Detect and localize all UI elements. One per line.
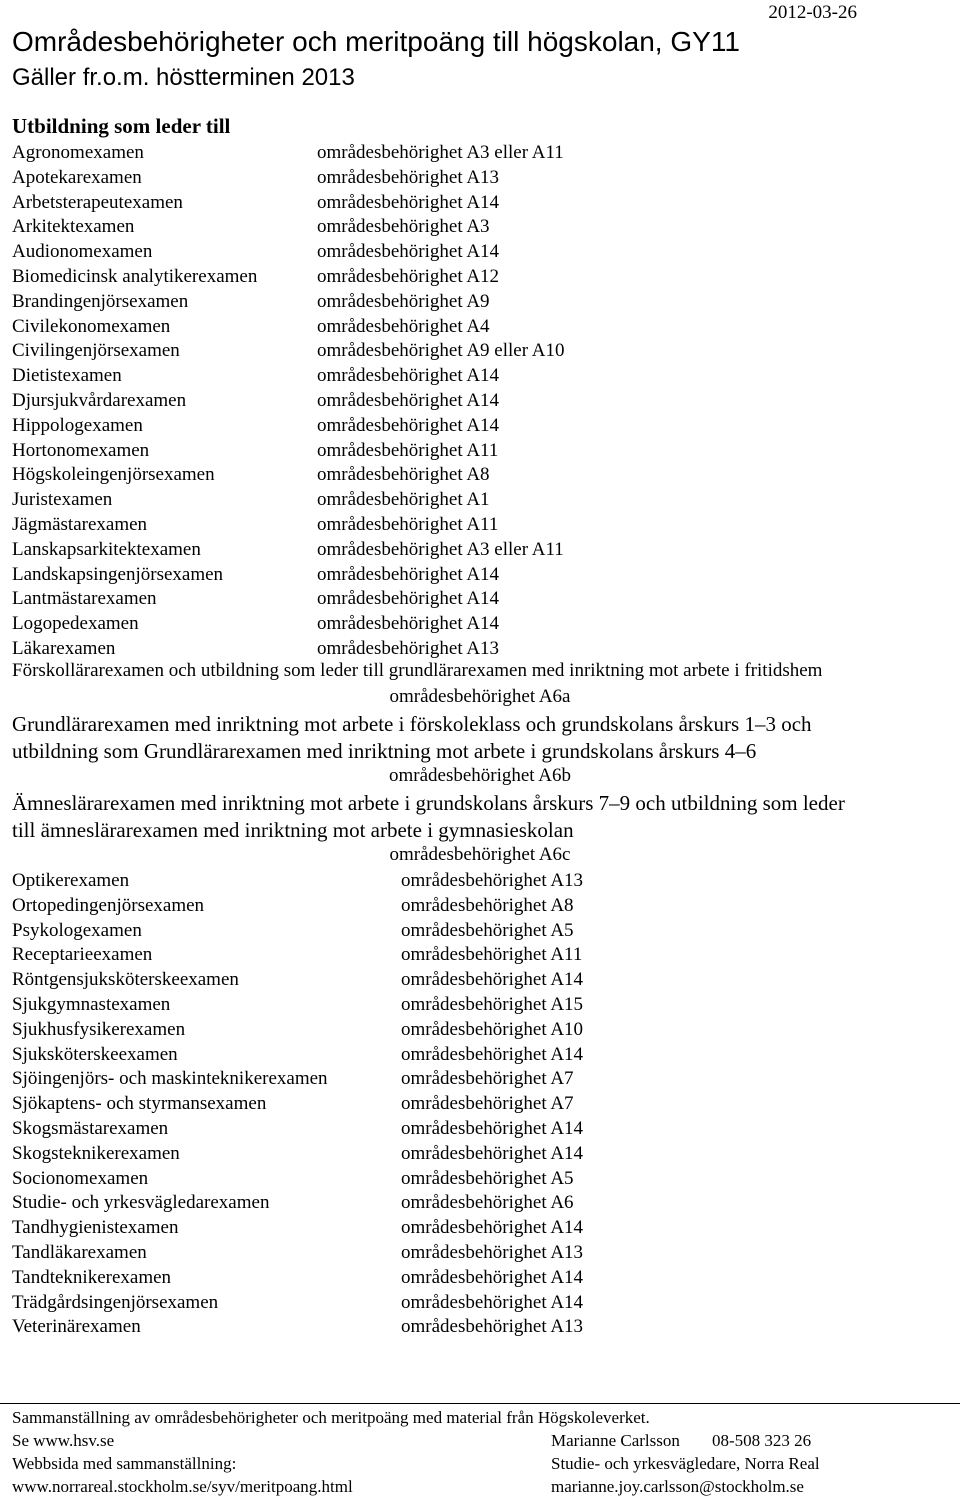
- footer-url-link[interactable]: www.norrareal.stockholm.se/syv/meritpoang.html: [12, 1477, 353, 1496]
- degree-name: Högskoleingenjörsexamen: [12, 464, 215, 486]
- degree-requirement: områdesbehörighet A14: [317, 241, 500, 263]
- degree-requirement: områdesbehörighet A12: [317, 266, 500, 287]
- degree-requirement: områdesbehörighet A11: [317, 439, 499, 461]
- amneslarare-line-2: till ämneslärarexamen med inriktning mot arbete i gymnasieskolan: [12, 818, 574, 842]
- degree-name: Sjukhusfysikerexamen: [12, 1018, 186, 1040]
- degree-name: Arbetsterapeutexamen: [12, 191, 183, 213]
- degree-name: Juristexamen: [12, 489, 113, 511]
- degree-requirement: områdesbehörighet A13: [401, 870, 584, 891]
- degree-requirement: områdesbehörighet A4: [317, 315, 490, 337]
- degree-name: Lanskapsarkitektexamen: [12, 538, 201, 560]
- degree-requirement: områdesbehörighet A7: [401, 1068, 574, 1090]
- degree-requirement: områdesbehörighet A9 eller A10: [317, 340, 565, 362]
- footer-author-name: Marianne Carlsson: [551, 1431, 680, 1450]
- degree-name: Lantmästarexamen: [12, 588, 157, 610]
- grundlarare-line-1: Grundlärarexamen med inriktning mot arbete i förskoleklass och grundskolans årskurs 1–3 och: [12, 712, 812, 736]
- degree-requirement: områdesbehörighet A7: [401, 1093, 574, 1115]
- degree-name: Tandhygienistexamen: [12, 1217, 179, 1239]
- degree-requirement: områdesbehörighet A14: [401, 969, 584, 991]
- grundlarare-requirement: områdesbehörighet A6b: [388, 765, 572, 786]
- degree-requirement: områdesbehörighet A8: [317, 464, 490, 486]
- degree-requirement: områdesbehörighet A1: [317, 489, 490, 511]
- degree-name: Civilingenjörsexamen: [12, 340, 180, 362]
- degree-name: Veterinärexamen: [12, 1316, 141, 1338]
- degree-requirement: områdesbehörighet A14: [317, 613, 500, 635]
- footer: [0, 1403, 960, 1496]
- degree-name: Audionomexamen: [12, 241, 153, 263]
- degree-name: Arkitektexamen: [12, 216, 135, 238]
- degree-name: Dietistexamen: [12, 365, 122, 387]
- degree-name: Optikerexamen: [12, 870, 130, 891]
- amneslarare-requirement: områdesbehörighet A6c: [389, 844, 571, 865]
- page-title: Områdesbehörigheter och meritpoäng till högskolan, GY11: [12, 26, 740, 57]
- degree-name: Ortopedingenjörsexamen: [12, 894, 205, 916]
- degree-requirement: områdesbehörighet A11: [401, 944, 583, 966]
- degree-requirement: områdesbehörighet A14: [401, 1043, 584, 1065]
- degree-requirement: områdesbehörighet A8: [401, 894, 574, 916]
- degree-requirement: områdesbehörighet A6: [401, 1192, 574, 1214]
- degree-requirement: områdesbehörighet A15: [401, 994, 584, 1015]
- degree-name: Civilekonomexamen: [12, 315, 171, 337]
- degree-name: Hippologexamen: [12, 414, 143, 436]
- degree-name: Brandingenjörsexamen: [12, 290, 189, 312]
- degree-requirement: områdesbehörighet A14: [401, 1142, 584, 1164]
- degree-name: Tandläkarexamen: [12, 1242, 147, 1263]
- footer-author-phone: 08-508 323 26: [712, 1431, 812, 1450]
- degree-name: Psykologexamen: [12, 919, 142, 941]
- amneslarare-line-1: Ämneslärarexamen med inriktning mot arbete i grundskolans årskurs 7–9 och utbildning som leder: [12, 791, 845, 815]
- degree-requirement: områdesbehörighet A14: [401, 1118, 584, 1139]
- degree-requirement: områdesbehörighet A11: [317, 514, 499, 535]
- degree-name: Agronomexamen: [12, 142, 144, 163]
- degree-name: Djursjukvårdarexamen: [12, 390, 187, 411]
- degree-name: Sjukgymnastexamen: [12, 994, 171, 1015]
- degree-requirement: områdesbehörighet A14: [401, 1217, 584, 1239]
- degree-requirement: områdesbehörighet A14: [401, 1266, 584, 1288]
- degree-name: Sjuksköterskeexamen: [12, 1043, 178, 1065]
- degree-requirement: områdesbehörighet A3 eller A11: [317, 142, 564, 163]
- degree-requirement: områdesbehörighet A13: [401, 1242, 584, 1263]
- degree-name: Sjöingenjörs- och maskinteknikerexamen: [12, 1068, 328, 1090]
- footer-webpage-label: Webbsida med sammanställning:: [12, 1454, 237, 1473]
- degree-name: Läkarexamen: [12, 638, 116, 659]
- degree-name: Jägmästarexamen: [12, 514, 148, 535]
- footer-see-link[interactable]: Se www.hsv.se: [12, 1431, 115, 1450]
- degree-requirement: områdesbehörighet A10: [401, 1018, 584, 1040]
- degree-name: Socionomexamen: [12, 1167, 149, 1189]
- forskola-text: Förskollärarexamen och utbildning som leder till grundlärarexamen med inriktning mot arbete i fritidshem: [12, 660, 823, 681]
- degree-name: Receptarieexamen: [12, 944, 153, 966]
- footer-author-email[interactable]: marianne.joy.carlsson@stockholm.se: [551, 1477, 804, 1496]
- footer-author-title: Studie- och yrkesvägledare, Norra Real: [551, 1454, 820, 1473]
- degree-name: Hortonomexamen: [12, 439, 150, 461]
- degree-requirement: områdesbehörighet A14: [401, 1291, 584, 1313]
- degree-requirement: områdesbehörighet A9: [317, 290, 490, 312]
- page-subtitle: Gäller fr.o.m. höstterminen 2013: [12, 64, 355, 91]
- document-date: 2012-03-26: [768, 2, 857, 23]
- degree-name: Skogsmästarexamen: [12, 1118, 169, 1139]
- degree-requirement: områdesbehörighet A5: [401, 919, 574, 941]
- degree-requirement: områdesbehörighet A14: [317, 588, 500, 610]
- degree-requirement: områdesbehörighet A14: [317, 390, 500, 411]
- degree-name: Tandteknikerexamen: [12, 1266, 172, 1288]
- grundlarare-line-2: utbildning som Grundlärarexamen med inriktning mot arbete i grundskolans årskurs 4–6: [12, 739, 757, 763]
- degree-requirement: områdesbehörighet A5: [401, 1167, 574, 1189]
- degree-requirement: områdesbehörighet A14: [317, 365, 500, 387]
- degree-name: Sjökaptens- och styrmansexamen: [12, 1093, 267, 1115]
- degree-requirement: områdesbehörighet A14: [317, 563, 500, 585]
- degree-name: Skogsteknikerexamen: [12, 1142, 180, 1164]
- degree-requirement: områdesbehörighet A3 eller A11: [317, 538, 564, 560]
- degree-name: Studie- och yrkesvägledarexamen: [12, 1192, 270, 1214]
- forskola-requirement: områdesbehörighet A6a: [389, 686, 571, 707]
- degree-requirement: områdesbehörighet A14: [317, 191, 500, 213]
- degree-name: Biomedicinsk analytikerexamen: [12, 266, 258, 287]
- degree-requirement: områdesbehörighet A13: [317, 166, 500, 188]
- degree-name: Röntgensjuksköterskeexamen: [12, 969, 239, 991]
- degree-name: Landskapsingenjörsexamen: [12, 563, 224, 585]
- footer-summary: Sammanställning av områdesbehörigheter och meritpoäng med material från Högskoleverket.: [12, 1408, 650, 1427]
- degree-name: Logopedexamen: [12, 613, 139, 635]
- degree-requirement: områdesbehörighet A13: [317, 638, 500, 659]
- degree-requirement: områdesbehörighet A13: [401, 1316, 584, 1338]
- degree-name: Apotekarexamen: [12, 166, 142, 188]
- section-heading: Utbildning som leder till: [12, 114, 231, 138]
- degree-name: Trädgårdsingenjörsexamen: [12, 1291, 219, 1313]
- degree-requirement: områdesbehörighet A3: [317, 216, 490, 238]
- degree-requirement: områdesbehörighet A14: [317, 414, 500, 436]
